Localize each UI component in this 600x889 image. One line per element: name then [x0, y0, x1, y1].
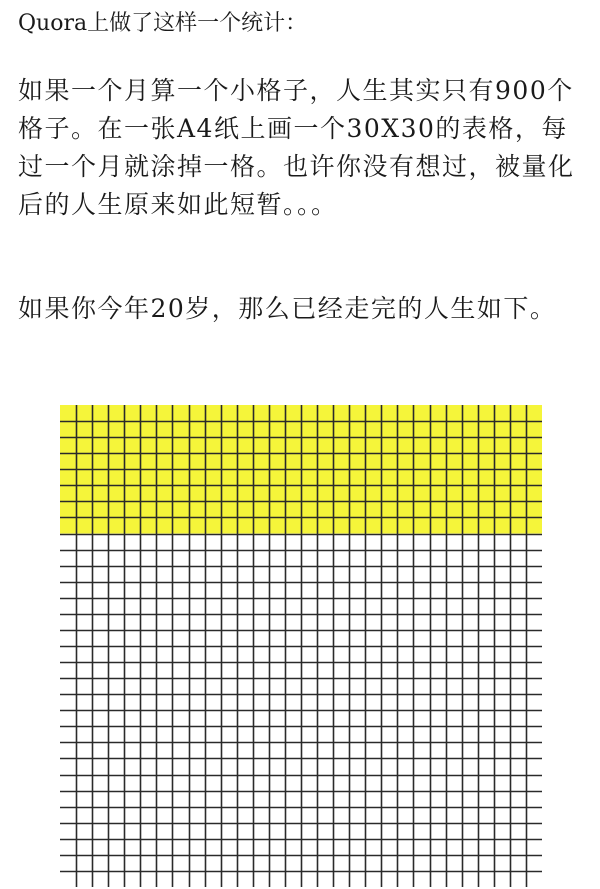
life-grid-figure: [60, 405, 542, 887]
paragraph-grid-explanation: 如果一个月算一个小格子，人生其实只有900个格子。在一张A4纸上画一个30X30的表格，每过一个月就涂掉一格。也许你没有想过，被量化后的人生原来如此短暂。。。: [18, 76, 575, 219]
paragraph-age-twenty: 如果你今年20岁，那么已经走完的人生如下。: [18, 294, 557, 323]
intro-line: Quora上做了这样一个统计：: [18, 11, 308, 36]
life-grid-chart: [60, 405, 542, 887]
